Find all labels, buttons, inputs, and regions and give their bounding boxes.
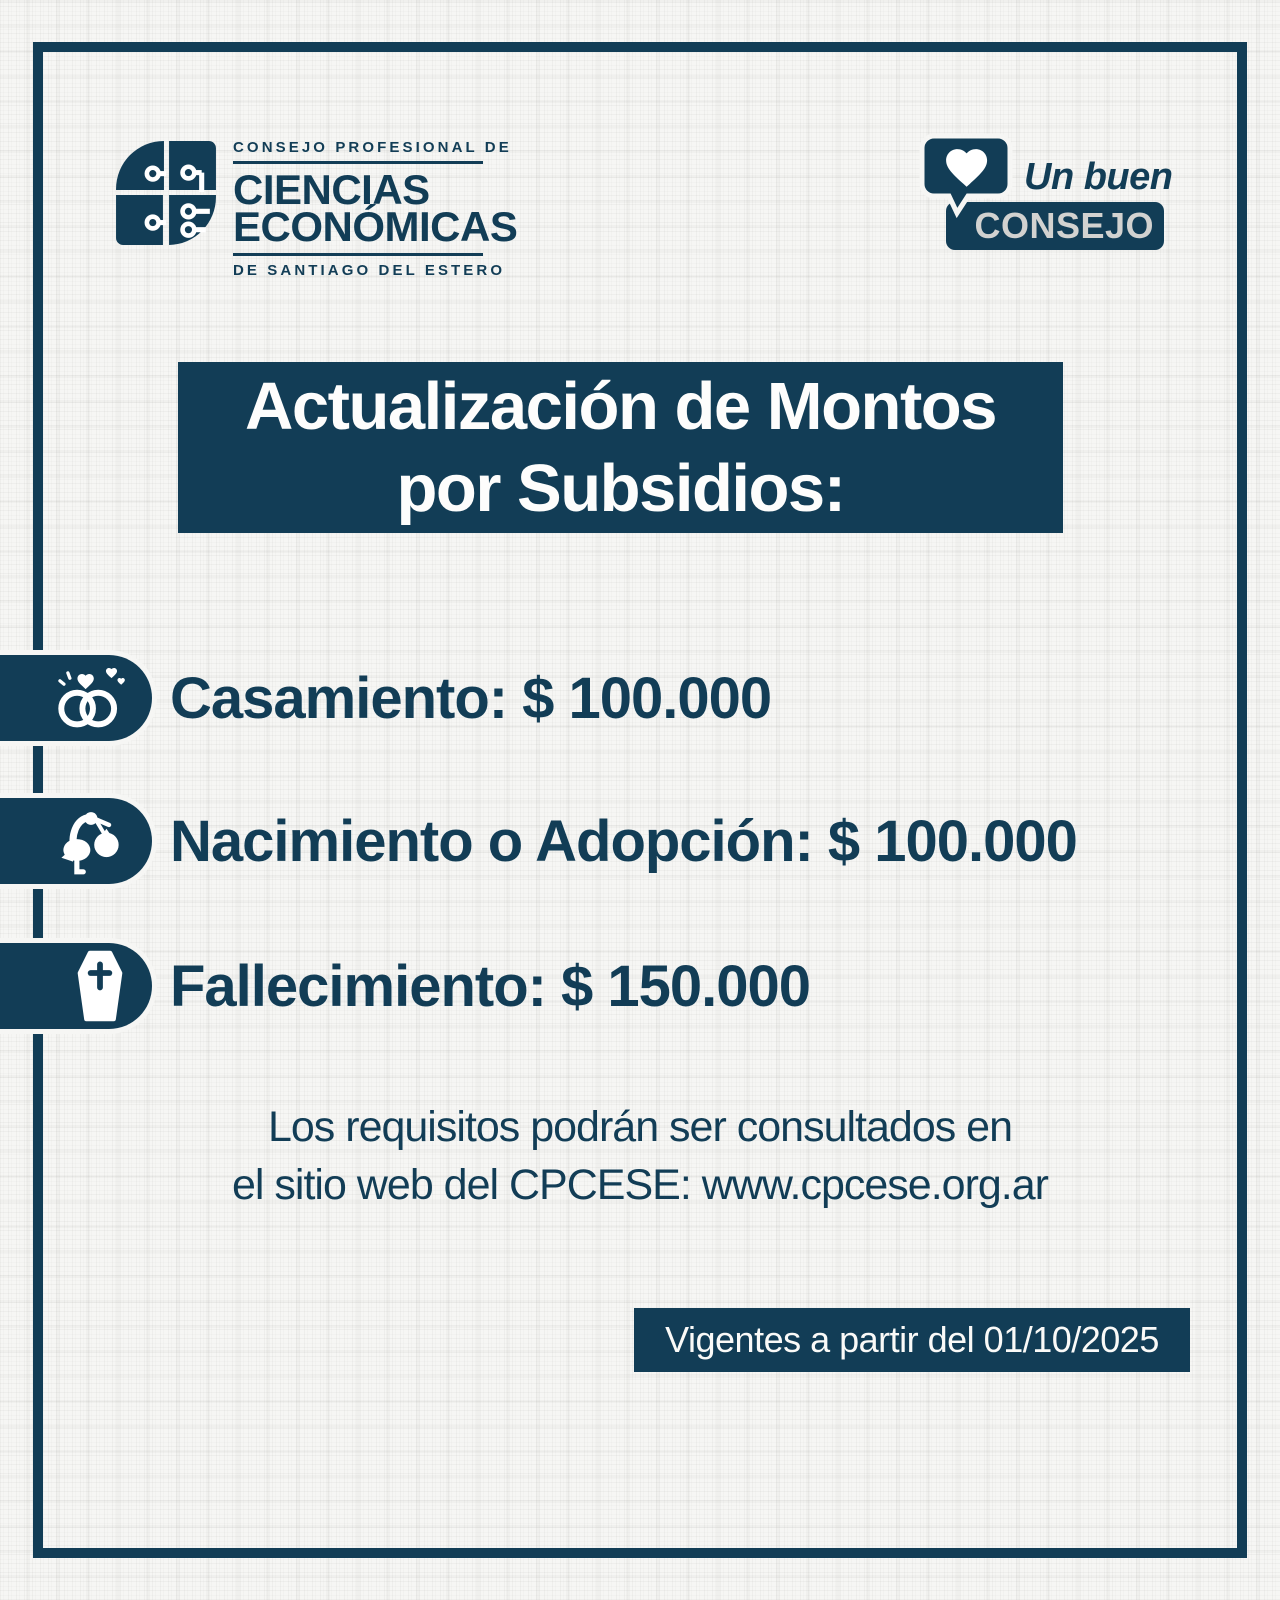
nacimiento-label: Nacimiento o Adopción: <box>170 808 813 874</box>
fallecimiento-pill <box>0 943 152 1029</box>
slogan-text: Un buen <box>1024 156 1173 198</box>
fallecimiento-text <box>170 953 810 1020</box>
nacimiento-text <box>170 808 1077 875</box>
cpcese-logo-mark-icon <box>116 141 216 250</box>
fallecimiento-label: Fallecimiento: <box>170 953 546 1019</box>
nacimiento-pill <box>0 798 152 884</box>
requirements-note <box>43 1098 1237 1214</box>
casamiento-label: Casamiento: <box>170 665 508 731</box>
heart-message-bubble-icon <box>916 132 1024 233</box>
validity-badge <box>634 1308 1190 1372</box>
casamiento-amount: $ 100.000 <box>522 665 772 731</box>
casamiento-text <box>170 665 771 732</box>
note-line-1: Los requisitos podrán ser consultados en <box>267 1103 1013 1151</box>
subsidy-row-casamiento <box>0 655 772 741</box>
title-banner <box>178 362 1063 533</box>
wedding-rings-icon <box>50 665 128 731</box>
title-line-2: por Subsidios: <box>396 450 845 526</box>
stork-icon <box>54 805 128 877</box>
subsidy-row-nacimiento <box>0 798 1077 884</box>
nacimiento-amount: $ 100.000 <box>827 808 1077 874</box>
subsidy-row-fallecimiento <box>0 943 811 1029</box>
consejo-badge-label: CONSEJO <box>974 205 1154 246</box>
logo-name-1: CIENCIAS <box>233 166 430 213</box>
fallecimiento-amount: $ 150.000 <box>560 953 811 1019</box>
coffin-icon <box>72 950 128 1022</box>
logo-name-2: ECONÓMICAS <box>233 203 518 250</box>
note-line-2: el sitio web del CPCESE: www.cpcese.org.ar <box>232 1161 1048 1209</box>
cpcese-logo-text <box>233 139 518 279</box>
title-line-1: Actualización de Montos <box>245 368 996 444</box>
logo-line-bottom: DE SANTIAGO DEL ESTERO <box>233 253 483 279</box>
logo-line-top: CONSEJO PROFESIONAL DE <box>233 139 483 164</box>
casamiento-pill <box>0 655 152 741</box>
validity-text: Vigentes a partir del 01/10/2025 <box>665 1319 1159 1360</box>
